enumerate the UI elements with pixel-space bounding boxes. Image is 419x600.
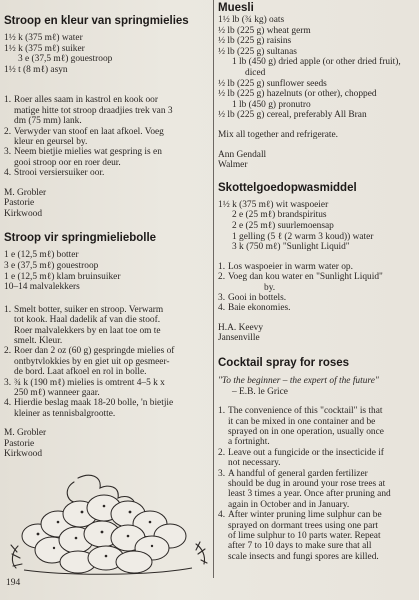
ingredient: 1½ t (8 mℓ) asyn [4, 64, 68, 75]
recipe-title-cocktail-spray: Cocktail spray for roses [218, 356, 350, 369]
ingredient-list [4, 250, 212, 292]
method-step: 4. Baie ekonomies. [218, 303, 291, 314]
recipe-title-stroop-en-kleur: Stroop en kleur van springmielies [4, 15, 189, 27]
method-step: 1. The convenience of this "cocktail" is that it can be mixed in one container and be sprayed on in one operation, usually once a fortnight. [218, 406, 384, 448]
method-step: 2. Leave out a fungicide or the insecticide if not necessary. [218, 447, 384, 469]
method-step: 3. A handful of general garden fertilizer should be dug in around your rose trees at least 3 times a year. Once after pruning and again in October and in January. [218, 468, 391, 510]
ingredient: 3 k (750 mℓ) "Sunlight Liquid" [232, 242, 350, 253]
quote-attribution: – E.B. le Grice [232, 386, 288, 397]
author-name: Ann Gendall [218, 149, 267, 160]
method-step: 4. After winter pruning lime sulphur can be sprayed on dormant trees using one part of lime sulphur to 10 parts water. Repeat after 7 to 10 days to make sure that all scale insects and fungi spores are killed. [218, 510, 382, 562]
method-steps [218, 406, 416, 562]
ingredient: ½ lb (225 g) cereal, preferably All Bran [218, 110, 367, 121]
author-place: Pastorie [4, 198, 35, 209]
ingredient: ½ lb (225 g) wheat germ [218, 25, 311, 36]
ingredient: 1 gelling (5 ℓ (2 warm 3 koud)) water [232, 231, 374, 242]
ingredient: 1 e (12,5 mℓ) botter [4, 250, 79, 261]
ingredient: diced [245, 67, 266, 78]
method-step: 2. Verwyder van stoof en laat afkoel. Voeg kleur en geursel by. [4, 126, 164, 147]
method-step: 3. ¾ k (190 mℓ) mielies is omtrent 4–5 k x 250 mℓ) wanneer gaar. [4, 377, 165, 399]
recipe-note: Mix all together and refrigerate. [218, 129, 338, 140]
method-step: 1. Roer alles saam in kastrol en kook oor matige hitte tot stroop draadjies trek van 3 dm (75 mm) lank. [4, 95, 173, 127]
ingredient: ½ lb (225 g) raisins [218, 36, 292, 47]
author-block [4, 428, 212, 460]
quote: "To the beginner – the expert of the future" [218, 375, 379, 386]
method-steps [218, 262, 416, 314]
ingredient-list [218, 200, 416, 253]
author-town: Walmer [218, 160, 248, 171]
ingredient: 2 e (25 mℓ) suurlemoensap [232, 220, 334, 231]
author-block [4, 188, 212, 220]
ingredient: 10–14 malvalekkers [4, 282, 80, 293]
recipe-title-springmieliebolle: Stroop vir springmieliebolle [4, 232, 157, 245]
method-step: 3. Neem bietjie mielies wat gespring is en gooi stroop oor en roer deur. [4, 147, 162, 168]
method-step: 4. Hierdie beslag maak 18-20 bolle, 'n bietjie kleiner as tennisbalgrootte. [4, 398, 174, 419]
ingredient: ½ lb (225 g) sultanas [218, 46, 297, 57]
author-place: Pastorie [4, 438, 35, 449]
ingredient: 3 e (37,5 mℓ) gouestroop [4, 261, 99, 271]
ingredient: 2 e (25 mℓ) brandspiritus [232, 210, 327, 221]
right-column [218, 0, 416, 562]
ingredient: 1 e (12,5 mℓ) klam bruinsuiker [4, 271, 121, 282]
method-step: 1. Smelt botter, suiker en stroop. Verwarm tot kook. Haal dadelik af van die stoof. Roer malvalekkers by en laat toe om te smelt. Kleur. [4, 304, 164, 346]
ingredient: 1½ lb (¾ kg) oats [218, 15, 285, 25]
page-number: 194 [6, 578, 21, 588]
ingredient: 1 lb (450 g) pronutro [232, 99, 311, 110]
method-step: 2. Roer dan 2 oz (60 g) gespringde mielies of ontbytvlokkies by en giet uit op gesmeer- de bord. Laat afkoel en rol in bolle. [4, 346, 175, 378]
ingredient: ½ lb (225 g) hazelnuts (or other), chopped [218, 89, 377, 100]
popcorn-wreath-illustration [8, 458, 208, 576]
method-step: 2. Voeg dan kou water en "Sunlight Liquid" by. [218, 272, 383, 293]
recipe-title-muesli: Muesli [218, 2, 254, 14]
ingredient: 1 lb (450 g) dried apple (or other dried fruit), [232, 57, 401, 68]
method-step: 3. Gooi in bottels. [218, 292, 287, 303]
ingredient: ½ lb (225 g) sunflower seeds [218, 78, 327, 89]
column-divider [213, 0, 214, 578]
method-step: 1. Los waspoeier in warm water op. [218, 261, 353, 272]
author-name: M. Grobler [4, 187, 47, 198]
ingredient: 1½ k (375 mℓ) wit waspoeier [218, 199, 329, 210]
method-steps [4, 305, 212, 419]
ingredient: 3 e (37,5 mℓ) gouestroop [18, 54, 113, 65]
method-steps [4, 95, 212, 178]
author-town: Kirkwood [4, 449, 43, 460]
author-block [218, 323, 416, 344]
method-step: 4. Strooi versiersuiker oor. [4, 168, 105, 179]
ingredient: 1½ k (375 mℓ) water [4, 33, 83, 43]
author-name: M. Grobler [4, 428, 47, 439]
author-name: H.A. Keevy [218, 322, 264, 333]
author-block [218, 150, 416, 171]
ingredient-list [4, 33, 212, 75]
ingredient: 1½ k (375 mℓ) suiker [4, 43, 85, 54]
ingredient-list [218, 15, 416, 121]
author-town: Kirkwood [4, 208, 43, 219]
author-town: Jansenville [218, 333, 260, 344]
recipe-title-skottelgoedopwasmiddel: Skottelgoedopwasmiddel [218, 181, 357, 194]
left-column [4, 0, 212, 460]
